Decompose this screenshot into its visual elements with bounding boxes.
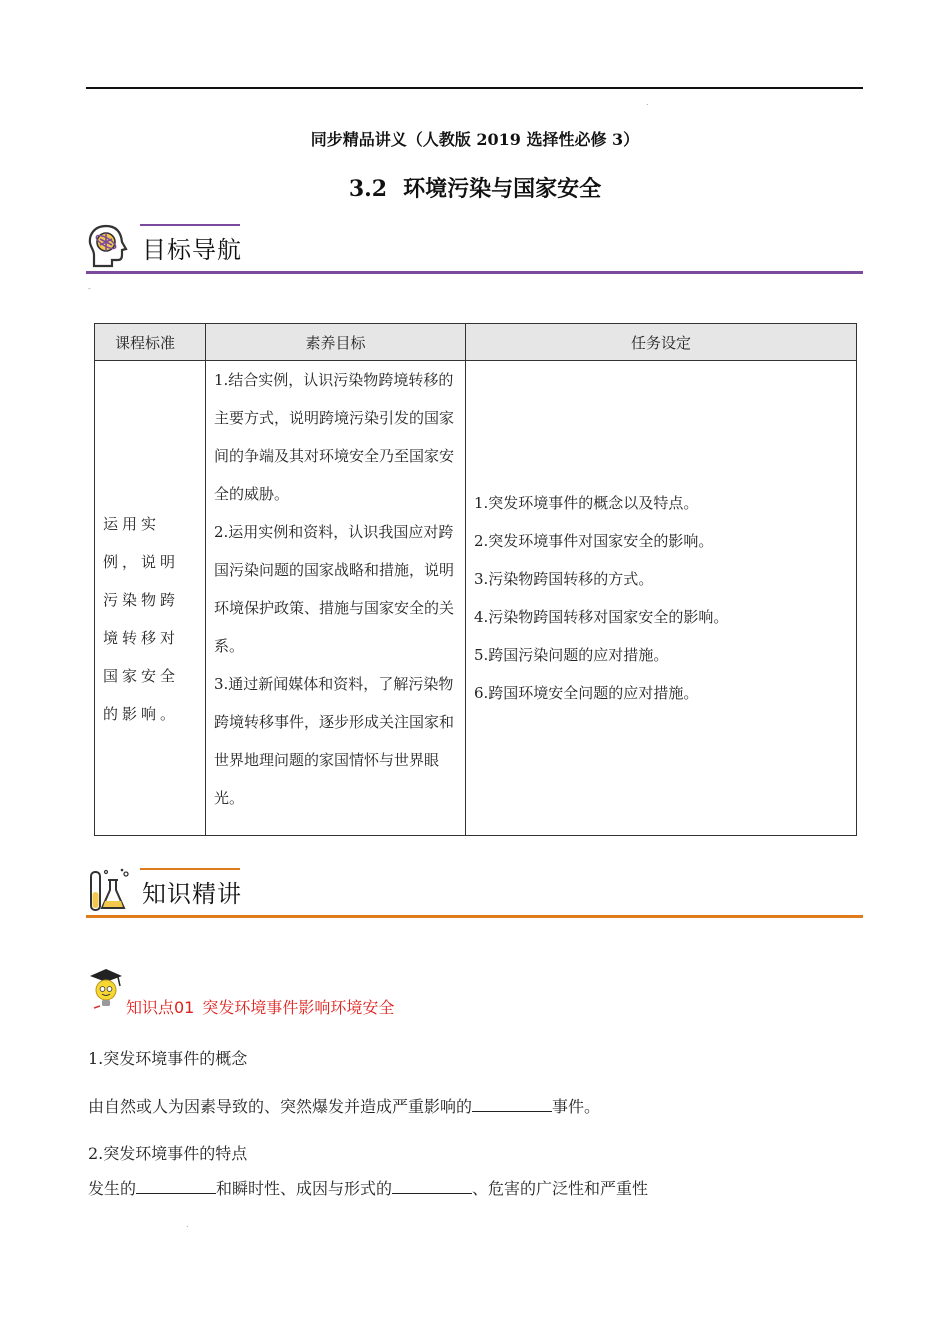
title-number: 3.2 xyxy=(348,176,388,202)
table-row xyxy=(95,361,857,836)
task-item: 3.污染物跨国转移的方式。 xyxy=(474,570,654,588)
section-accent-bar xyxy=(140,868,240,870)
cell-task xyxy=(466,361,857,836)
features-heading: 2.突发环境事件的特点 xyxy=(88,1144,248,1163)
fill-blank[interactable] xyxy=(392,1179,472,1194)
series-subtitle: 同步精品讲义（人教版 2019 选择性必修 3） xyxy=(310,130,640,149)
cell-standard xyxy=(95,361,206,836)
task-item: 4.污染物跨国转移对国家安全的影响。 xyxy=(474,608,729,626)
task-item: 1.突发环境事件的概念以及特点。 xyxy=(474,494,699,512)
features-text: 、危害的广泛性和严重性 xyxy=(472,1179,649,1198)
literacy-item: 2.运用实例和资料，认识我国应对跨国污染问题的国家战略和措施，说明环境保护政策、措施与国家安全的关系。 xyxy=(214,523,455,655)
cell-literacy xyxy=(206,361,466,836)
head-brain-icon xyxy=(86,222,132,270)
header-standard: 课程标准 xyxy=(95,324,206,361)
task-item: 2.突发环境事件对国家安全的影响。 xyxy=(474,532,714,550)
knowledge-point-heading xyxy=(86,966,486,1018)
concept-text-end: 事件。 xyxy=(552,1097,601,1116)
header-rule xyxy=(86,87,863,89)
header-task: 任务设定 xyxy=(466,324,857,361)
section-title: 目标导航 xyxy=(142,236,242,264)
features-paragraph xyxy=(88,1176,648,1199)
table-header-row xyxy=(95,324,857,361)
section-goal-navigation xyxy=(86,222,863,274)
fill-blank[interactable] xyxy=(136,1179,216,1194)
knowledge-point-prefix: 知识点01 xyxy=(126,998,195,1017)
section-rule xyxy=(86,915,863,918)
literacy-item: 1.结合实例，认识污染物跨境转移的主要方式，说明跨境污染引发的国家间的争端及其对环境安全乃至国家安全的威胁。 xyxy=(214,371,455,503)
stray-dot: . xyxy=(186,1220,189,1229)
features-text: 发生的 xyxy=(88,1179,137,1198)
task-item: 5.跨国污染问题的应对措施。 xyxy=(474,646,669,664)
header-dot: . xyxy=(646,98,649,107)
graduate-bulb-icon xyxy=(86,966,126,1014)
goals-table xyxy=(94,323,857,836)
section-knowledge xyxy=(86,866,863,918)
section-rule xyxy=(86,271,863,274)
stray-mark: - xyxy=(88,284,91,293)
lab-flask-icon xyxy=(86,866,132,914)
concept-heading: 1.突发环境事件的概念 xyxy=(88,1049,248,1068)
task-item: 6.跨国环境安全问题的应对措施。 xyxy=(474,684,699,702)
knowledge-point-label xyxy=(126,995,394,1018)
literacy-item: 3.通过新闻媒体和资料，了解污染物跨境转移事件，逐步形成关注国家和世界地理问题的家国情怀与世界眼光。 xyxy=(214,675,455,807)
header-literacy: 素养目标 xyxy=(206,324,466,361)
standard-text: 运用实例，说明污染物跨境转移对国家安全的影响。 xyxy=(103,515,180,723)
section-accent-bar xyxy=(140,224,240,226)
page-title xyxy=(0,172,950,203)
section-title: 知识精讲 xyxy=(142,880,242,908)
features-text: 和瞬时性、成因与形式的 xyxy=(216,1179,393,1198)
knowledge-point-title: 突发环境事件影响环境安全 xyxy=(202,998,395,1017)
title-text: 环境污染与国家安全 xyxy=(403,176,602,202)
concept-text: 由自然或人为因素导致的、突然爆发并造成严重影响的 xyxy=(88,1097,473,1116)
fill-blank[interactable] xyxy=(472,1097,552,1112)
concept-paragraph xyxy=(88,1094,600,1117)
